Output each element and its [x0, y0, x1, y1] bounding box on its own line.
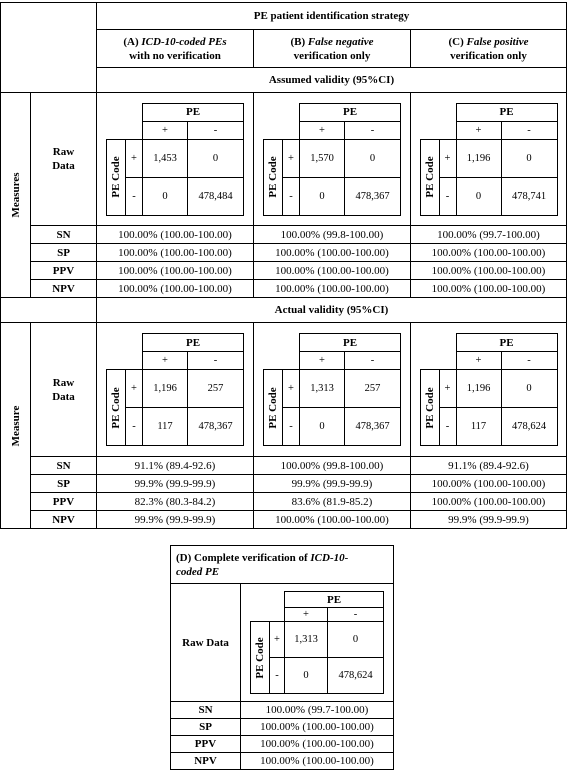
contingency-table: PE + - PE Code + 1,313 0 - 0 478,624: [250, 591, 384, 694]
assumed-validity-title: Assumed validity (95%CI): [97, 68, 567, 93]
table-row: SN 100.00% (99.7-100.00): [171, 702, 394, 719]
table-row: PPV 82.3% (80.3-84.2) 83.6% (81.9-85.2) 100.00% (100.00-100.00): [1, 493, 567, 511]
actual-raw-a: [97, 323, 254, 457]
table-row: SP 99.9% (99.9-99.9) 99.9% (99.9-99.9) 100.00% (100.00-100.00): [1, 475, 567, 493]
assumed-raw-c: [411, 93, 567, 226]
measures-side-label: Measures: [1, 93, 31, 298]
table-row: SP 100.00% (100.00-100.00): [171, 719, 394, 736]
actual-raw-b: [254, 323, 411, 457]
table-row: PPV 100.00% (100.00-100.00) 100.00% (100.00-100.00) 100.00% (100.00-100.00): [1, 262, 567, 280]
assumed-raw-b: [254, 93, 411, 226]
measure-side-label: Measure: [1, 323, 31, 529]
contingency-table: PE + - PE Code + 1,453 0 - 0 478,484: [106, 103, 244, 216]
complete-verification-table: [170, 545, 394, 770]
contingency-table: PE + - PE Code + 1,570 0 - 0 478,367: [263, 103, 401, 216]
table-row: SN 91.1% (89.4-92.6) 100.00% (99.8-100.00) 91.1% (89.4-92.6): [1, 457, 567, 475]
contingency-table: PE + - PE Code + 1,196 0 - 0 478,741: [420, 103, 558, 216]
table-row: NPV 99.9% (99.9-99.9) 100.00% (100.00-100.00) 99.9% (99.9-99.9): [1, 511, 567, 529]
blank-cell: [1, 298, 97, 323]
col-header-c: (C) False positive verification only: [411, 30, 567, 68]
table-row: PPV 100.00% (100.00-100.00): [171, 736, 394, 753]
table-row: SN 100.00% (100.00-100.00) 100.00% (99.8-100.00) 100.00% (99.7-100.00): [1, 226, 567, 244]
contingency-table: PE + - PE Code + 1,313 257 - 0 478,367: [263, 333, 401, 446]
validity-table: [0, 2, 567, 529]
col-header-a: (A) ICD-10-coded PEs with no verification: [97, 30, 254, 68]
raw-data-label: Raw Data: [31, 323, 97, 457]
complete-verification-title: (D) Complete verification of ICD-10- coded PE: [171, 546, 394, 584]
table-row: NPV 100.00% (100.00-100.00) 100.00% (100.00-100.00) 100.00% (100.00-100.00): [1, 280, 567, 298]
strategy-header: PE patient identification strategy: [97, 3, 567, 30]
actual-raw-c: [411, 323, 567, 457]
complete-raw: [241, 584, 394, 702]
assumed-raw-a: [97, 93, 254, 226]
col-header-b: (B) False negative verification only: [254, 30, 411, 68]
raw-data-label: Raw Data: [171, 584, 241, 702]
corner-blank: [1, 3, 97, 93]
contingency-table: PE + - PE Code + 1,196 257 - 117 478,367: [106, 333, 244, 446]
raw-data-label: Raw Data: [31, 93, 97, 226]
contingency-table: PE + - PE Code + 1,196 0 - 117 478,624: [420, 333, 558, 446]
table-row: NPV 100.00% (100.00-100.00): [171, 753, 394, 770]
table-row: SP 100.00% (100.00-100.00) 100.00% (100.00-100.00) 100.00% (100.00-100.00): [1, 244, 567, 262]
actual-validity-title: Actual validity (95%CI): [97, 298, 567, 323]
